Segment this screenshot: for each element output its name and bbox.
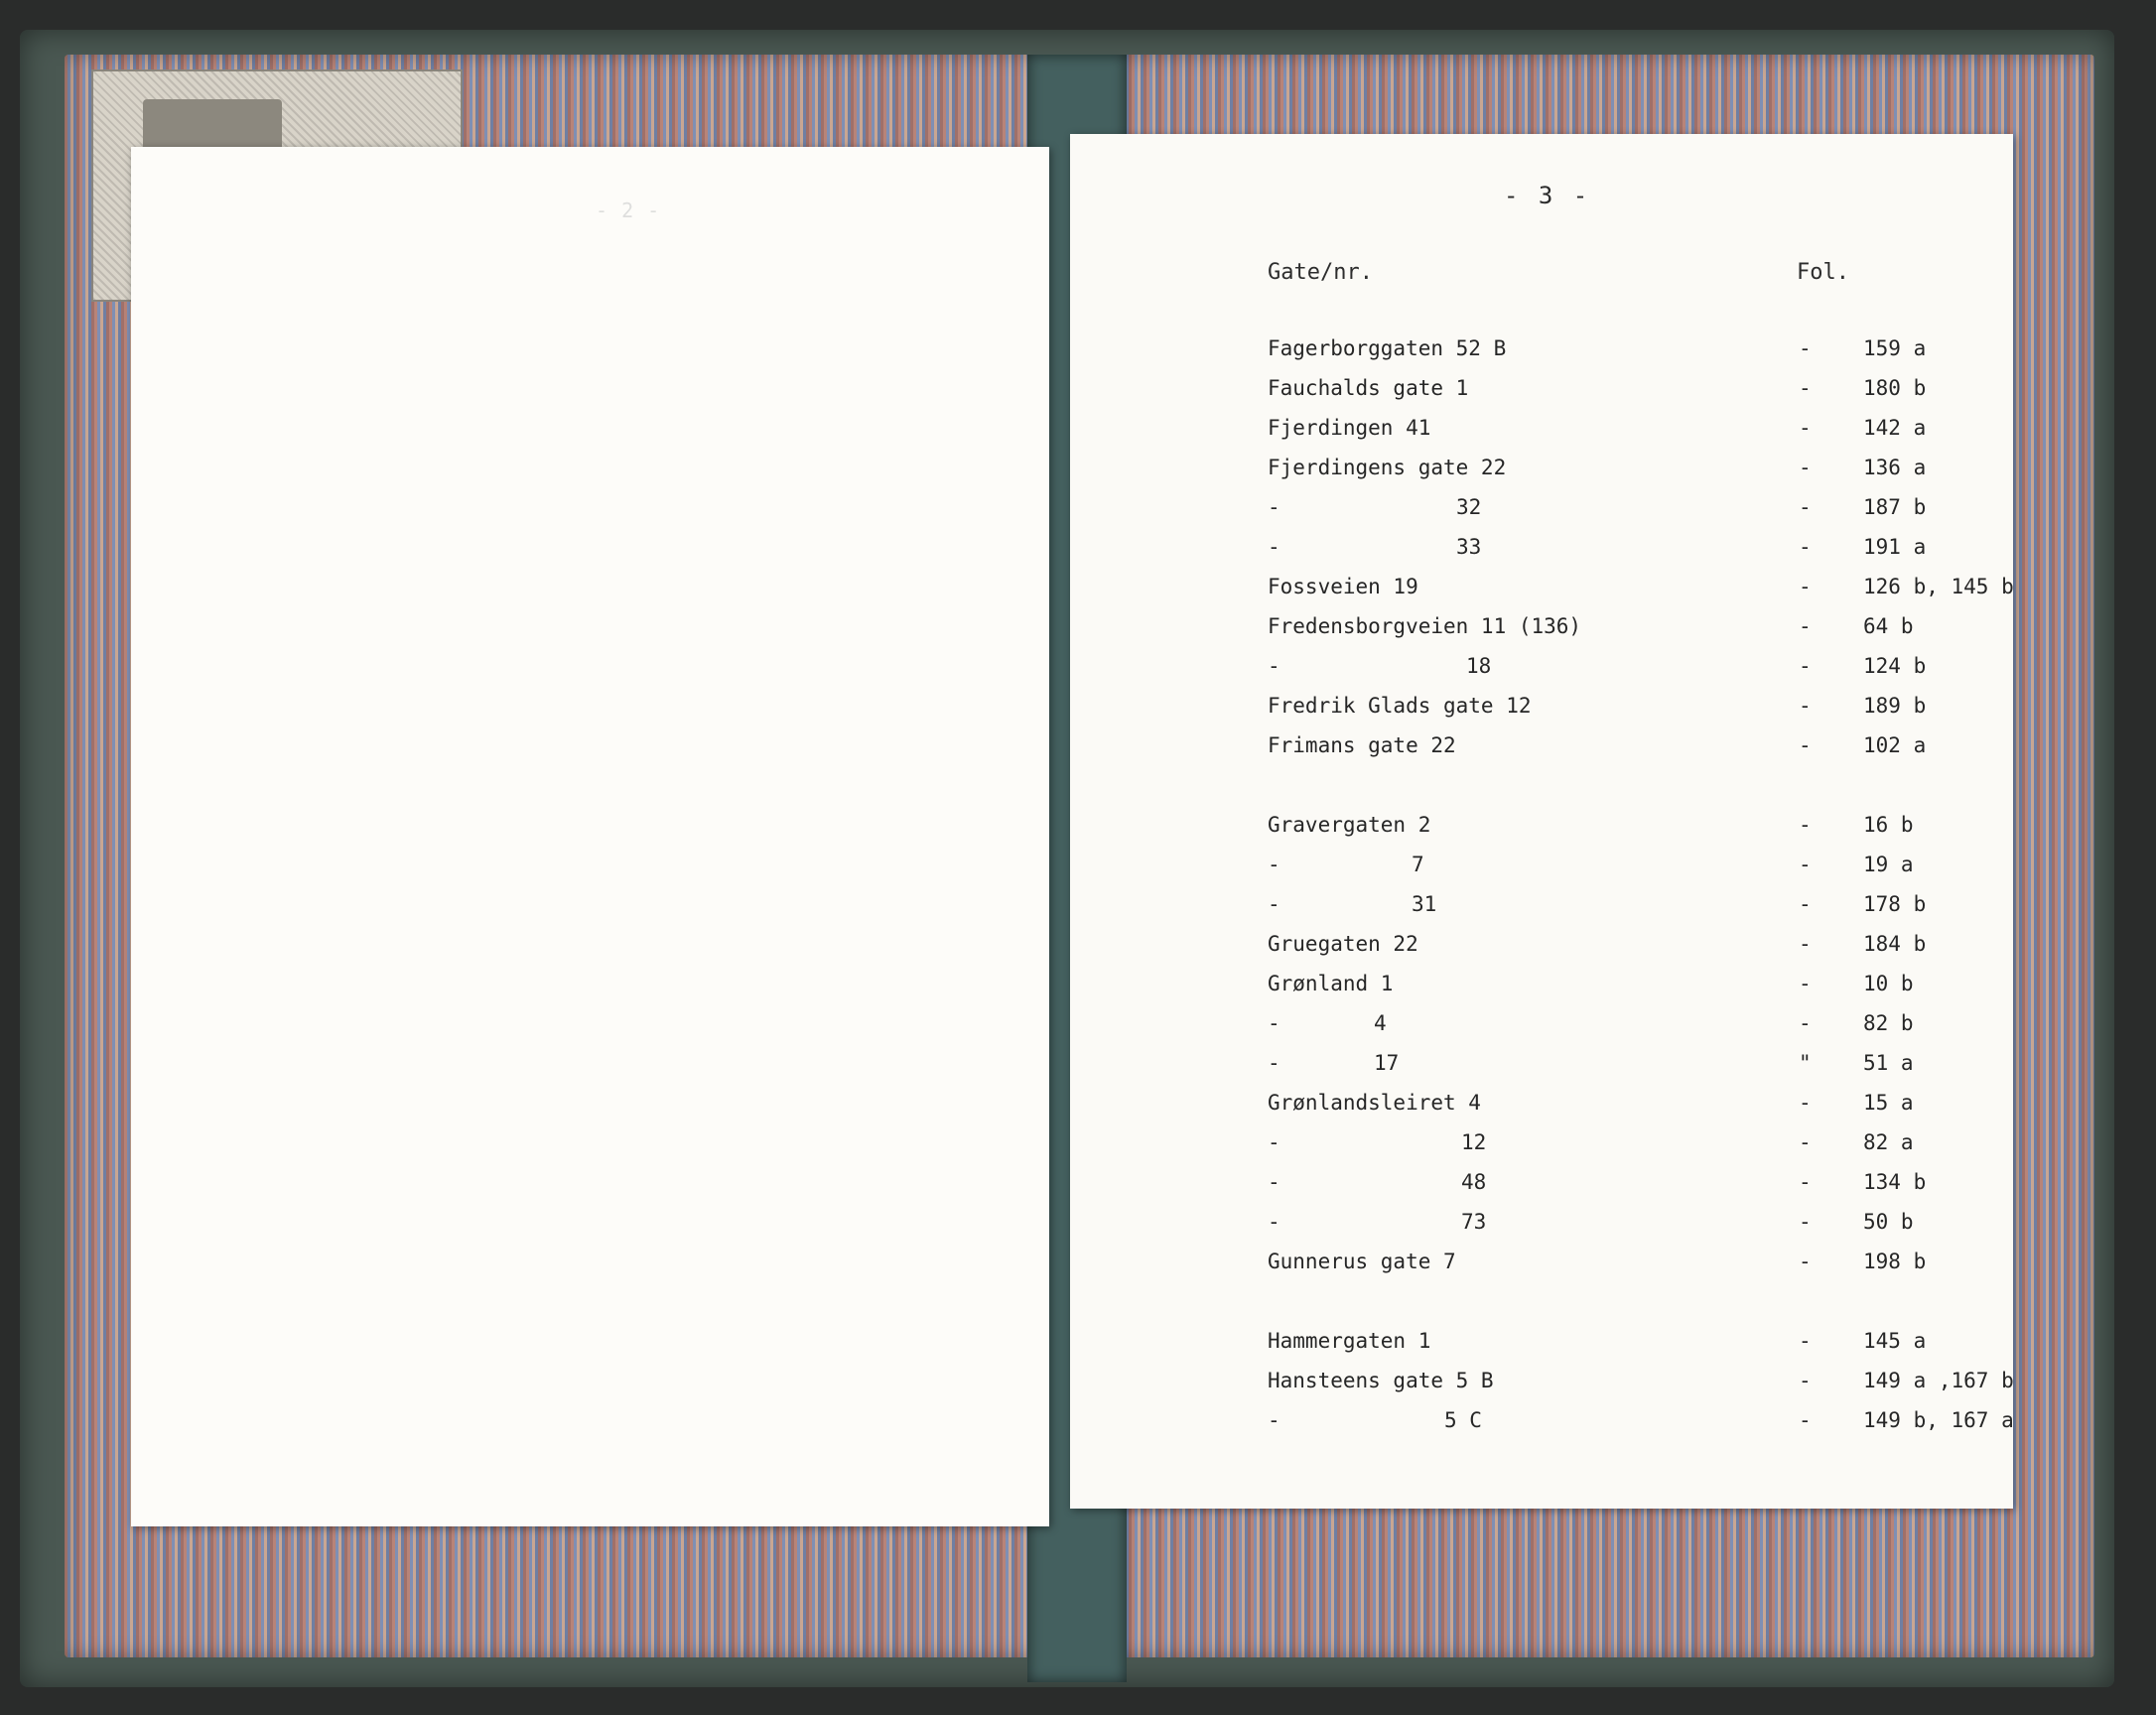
folio-reference: 189 b xyxy=(1863,694,1927,718)
folio-reference: 10 b xyxy=(1863,972,1914,995)
folio-reference: 50 b xyxy=(1863,1210,1914,1234)
separator-dash: - xyxy=(1799,1210,1812,1234)
list-item xyxy=(1268,614,2022,644)
separator-dash: - xyxy=(1799,376,1812,400)
house-number: 5 C xyxy=(1444,1408,1482,1432)
house-number: 7 xyxy=(1412,853,1424,876)
list-item xyxy=(1268,336,2022,366)
list-item xyxy=(1268,1250,2022,1279)
list-item xyxy=(1268,535,2022,565)
folio-reference: 82 b xyxy=(1863,1011,1914,1035)
list-item xyxy=(1268,892,2022,922)
street-name: Fossveien 19 xyxy=(1268,575,1418,598)
folio-reference: 16 b xyxy=(1863,813,1914,837)
folio-reference: 149 a ,167 b xyxy=(1863,1369,2014,1392)
show-through-text: - 2 - xyxy=(596,198,661,222)
list-item xyxy=(1268,416,2022,446)
separator-dash: - xyxy=(1799,1091,1812,1115)
house-number: 73 xyxy=(1461,1210,1487,1234)
list-item xyxy=(1268,932,2022,962)
separator-dash: - xyxy=(1799,932,1812,956)
list-item xyxy=(1268,813,2022,843)
page-number: - 3 - xyxy=(1504,182,1591,209)
street-name: Frimans gate 22 xyxy=(1268,733,1456,757)
street-name: - xyxy=(1268,1051,1280,1075)
folio-reference: 126 b, 145 b xyxy=(1863,575,2014,598)
street-name: Fagerborggaten 52 B xyxy=(1268,336,1507,360)
folio-reference: 145 a xyxy=(1863,1329,1927,1353)
house-number: 18 xyxy=(1466,654,1492,678)
folio-column-header: Fol. xyxy=(1797,260,1849,285)
separator-dash: - xyxy=(1799,416,1812,440)
list-item xyxy=(1268,853,2022,882)
street-name: Hammergaten 1 xyxy=(1268,1329,1431,1353)
list-item xyxy=(1268,456,2022,485)
separator-dash: " xyxy=(1799,1051,1812,1075)
separator-dash: - xyxy=(1799,575,1812,598)
separator-dash: - xyxy=(1799,336,1812,360)
folio-reference: 82 a xyxy=(1863,1130,1914,1154)
house-number: 32 xyxy=(1456,495,1482,519)
street-name: Gravergaten 2 xyxy=(1268,813,1431,837)
street-name: Hansteens gate 5 B xyxy=(1268,1369,1494,1392)
separator-dash: - xyxy=(1799,1408,1812,1432)
separator-dash: - xyxy=(1799,853,1812,876)
folio-reference: 180 b xyxy=(1863,376,1927,400)
folio-reference: 124 b xyxy=(1863,654,1927,678)
list-item xyxy=(1268,1369,2022,1398)
list-item xyxy=(1268,1329,2022,1359)
list-item xyxy=(1268,1091,2022,1121)
separator-dash: - xyxy=(1799,654,1812,678)
folio-reference: 51 a xyxy=(1863,1051,1914,1075)
street-name: Grønland 1 xyxy=(1268,972,1394,995)
house-number: 17 xyxy=(1374,1051,1400,1075)
separator-dash: - xyxy=(1799,892,1812,916)
house-number: 31 xyxy=(1412,892,1437,916)
list-item xyxy=(1268,495,2022,525)
street-name: - xyxy=(1268,853,1280,876)
street-name: - xyxy=(1268,654,1280,678)
street-name: Gunnerus gate 7 xyxy=(1268,1250,1456,1273)
folio-reference: 187 b xyxy=(1863,495,1927,519)
folio-reference: 191 a xyxy=(1863,535,1927,559)
list-item xyxy=(1268,1210,2022,1240)
separator-dash: - xyxy=(1799,1170,1812,1194)
folio-reference: 15 a xyxy=(1863,1091,1914,1115)
list-item xyxy=(1268,1051,2022,1081)
street-name: - xyxy=(1268,495,1280,519)
list-item xyxy=(1268,1130,2022,1160)
separator-dash: - xyxy=(1799,614,1812,638)
list-item xyxy=(1268,376,2022,406)
folio-reference: 149 b, 167 a xyxy=(1863,1408,2014,1432)
separator-dash: - xyxy=(1799,1130,1812,1154)
street-name: Fjerdingens gate 22 xyxy=(1268,456,1507,479)
house-number: 12 xyxy=(1461,1130,1487,1154)
folio-reference: 142 a xyxy=(1863,416,1927,440)
list-item xyxy=(1268,1408,2022,1438)
separator-dash: - xyxy=(1799,456,1812,479)
folio-reference: 198 b xyxy=(1863,1250,1927,1273)
house-number: 33 xyxy=(1456,535,1482,559)
separator-dash: - xyxy=(1799,1369,1812,1392)
separator-dash: - xyxy=(1799,733,1812,757)
list-item xyxy=(1268,733,2022,763)
list-item xyxy=(1268,654,2022,684)
list-item xyxy=(1268,972,2022,1001)
list-item xyxy=(1268,575,2022,604)
list-item xyxy=(1268,694,2022,724)
house-number: 4 xyxy=(1374,1011,1387,1035)
street-name: Gruegaten 22 xyxy=(1268,932,1418,956)
street-name: Grønlandsleiret 4 xyxy=(1268,1091,1481,1115)
separator-dash: - xyxy=(1799,1011,1812,1035)
street-name: Fauchalds gate 1 xyxy=(1268,376,1469,400)
list-item xyxy=(1268,1011,2022,1041)
street-name: - xyxy=(1268,1210,1280,1234)
folio-reference: 64 b xyxy=(1863,614,1914,638)
separator-dash: - xyxy=(1799,972,1812,995)
folio-reference: 136 a xyxy=(1863,456,1927,479)
separator-dash: - xyxy=(1799,694,1812,718)
list-item xyxy=(1268,1170,2022,1200)
street-name: - xyxy=(1268,1011,1280,1035)
street-name: Fredensborgveien 11 (136) xyxy=(1268,614,1582,638)
folio-reference: 178 b xyxy=(1863,892,1927,916)
separator-dash: - xyxy=(1799,813,1812,837)
street-name: - xyxy=(1268,1408,1280,1432)
street-name: - xyxy=(1268,535,1280,559)
street-name: - xyxy=(1268,892,1280,916)
house-number: 48 xyxy=(1461,1170,1487,1194)
street-name: Fredrik Glads gate 12 xyxy=(1268,694,1532,718)
left-page xyxy=(131,147,1049,1526)
separator-dash: - xyxy=(1799,1329,1812,1353)
folio-reference: 134 b xyxy=(1863,1170,1927,1194)
street-name: Fjerdingen 41 xyxy=(1268,416,1431,440)
folio-reference: 19 a xyxy=(1863,853,1914,876)
street-column-header: Gate/nr. xyxy=(1268,260,1373,285)
street-name: - xyxy=(1268,1130,1280,1154)
street-name: - xyxy=(1268,1170,1280,1194)
separator-dash: - xyxy=(1799,495,1812,519)
folio-reference: 184 b xyxy=(1863,932,1927,956)
separator-dash: - xyxy=(1799,1250,1812,1273)
folio-reference: 102 a xyxy=(1863,733,1927,757)
folio-reference: 159 a xyxy=(1863,336,1927,360)
separator-dash: - xyxy=(1799,535,1812,559)
